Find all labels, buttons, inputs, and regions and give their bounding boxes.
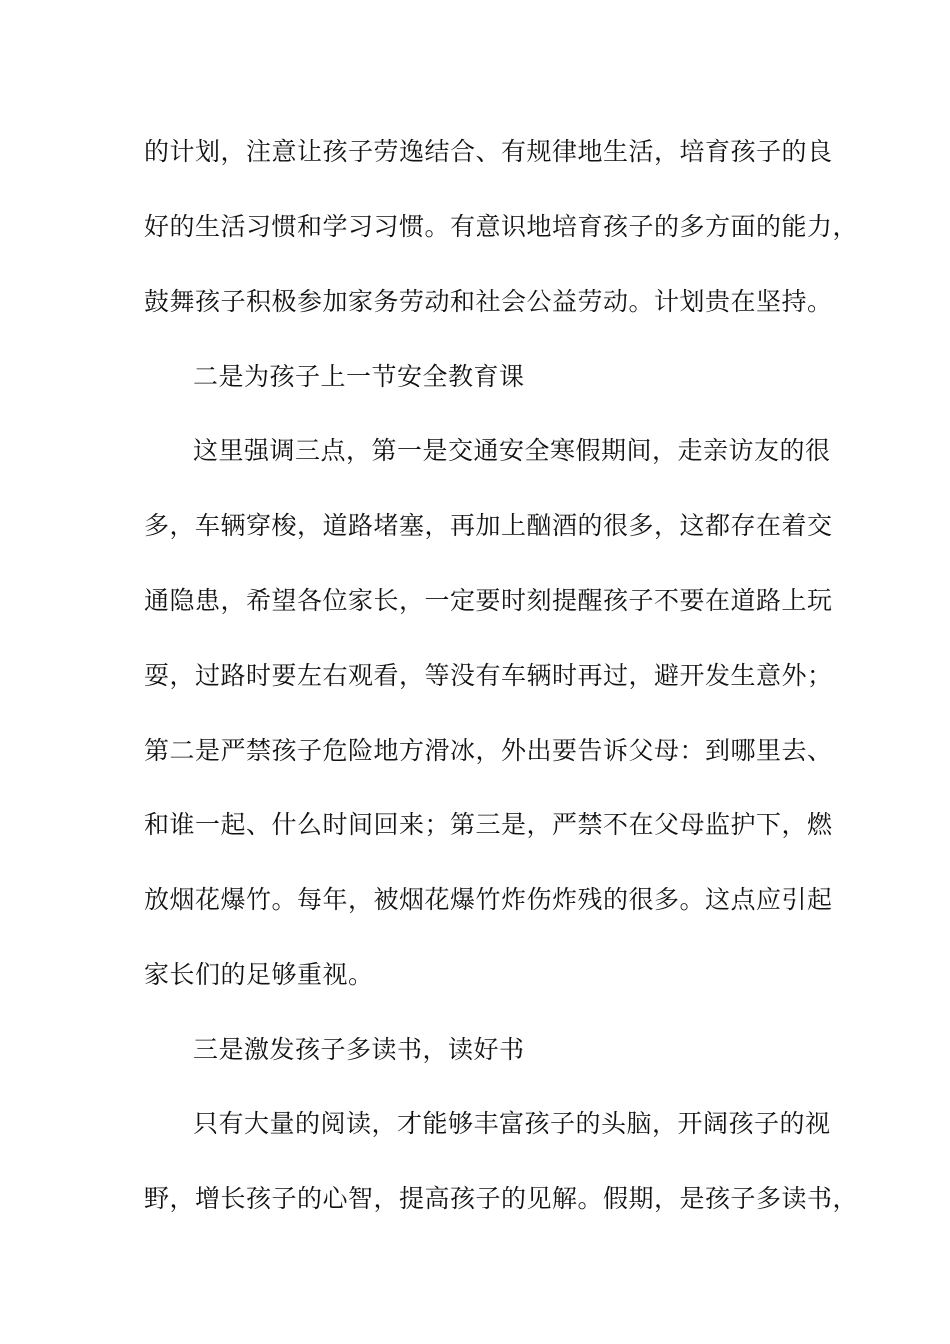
body-text-line: 多，车辆穿梭，道路堵塞，再加上酗酒的很多，这都存在着交 xyxy=(144,511,833,540)
body-text-line: 通隐患，希望各位家长，一定要时刻提醒孩子不要在道路上玩 xyxy=(144,586,833,615)
body-text-line: 野，增长孩子的心智，提高孩子的见解。假期，是孩子多读书， xyxy=(144,1184,859,1213)
paragraph-first-line: 只有大量的阅读，才能够丰富孩子的头脑，开阔孩子的视 xyxy=(193,1109,831,1138)
section-heading: 二是为孩子上一节安全教育课 xyxy=(193,362,525,391)
body-text-line: 的计划，注意让孩子劳逸结合、有规律地生活，培育孩子的良 xyxy=(144,137,833,166)
body-text-line: 放烟花爆竹。每年，被烟花爆竹炸伤炸残的很多。这点应引起 xyxy=(144,885,833,914)
paragraph-first-line: 这里强调三点，第一是交通安全寒假期间，走亲访友的很 xyxy=(193,436,831,465)
body-text-line: 家长们的足够重视。 xyxy=(144,960,374,989)
body-text-line: 第二是严禁孩子危险地方滑冰，外出要告诉父母：到哪里去、 xyxy=(144,736,833,765)
body-text-line: 鼓舞孩子积极参加家务劳动和社会公益劳动。计划贵在坚持。 xyxy=(144,287,833,316)
body-text-line: 好的生活习惯和学习习惯。有意识地培育孩子的多方面的能力， xyxy=(144,212,859,241)
body-text-line: 耍，过路时要左右观看，等没有车辆时再过，避开发生意外； xyxy=(144,661,833,690)
section-heading: 三是激发孩子多读书，读好书 xyxy=(193,1035,525,1064)
body-text-line: 和谁一起、什么时间回来；第三是，严禁不在父母监护下，燃 xyxy=(144,810,833,839)
